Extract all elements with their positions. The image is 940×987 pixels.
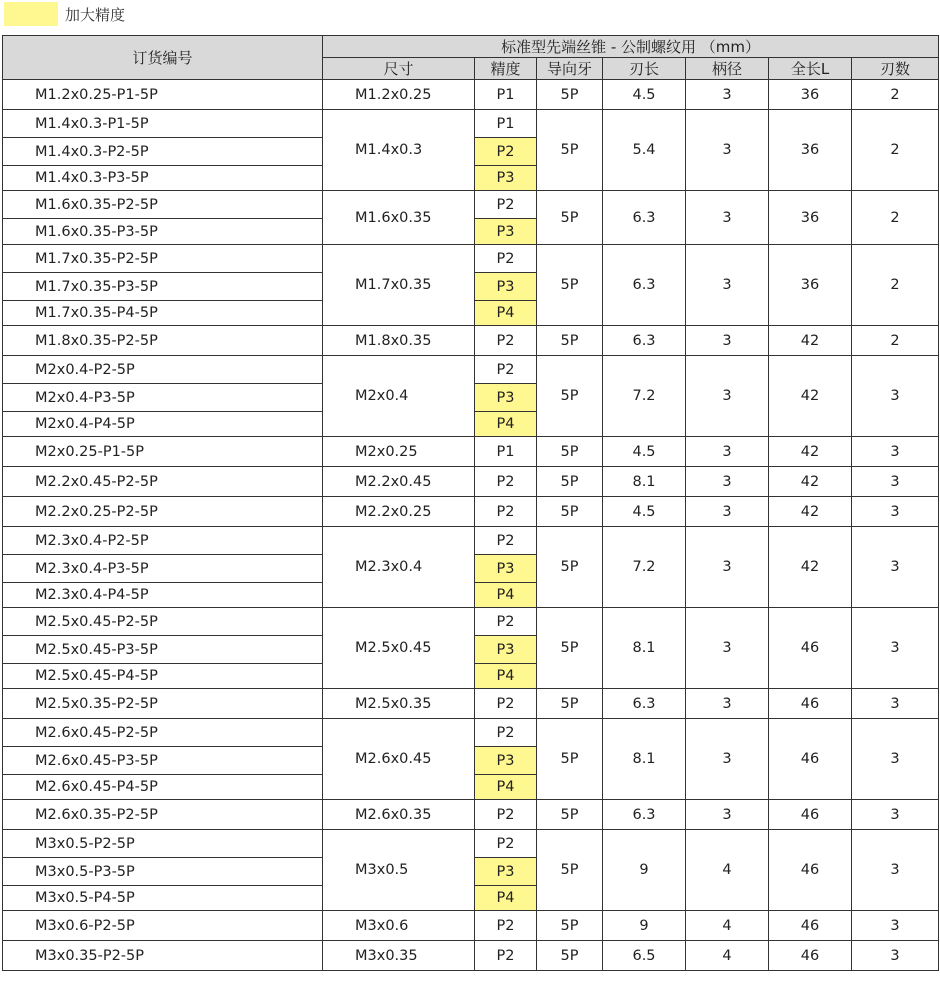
chamfer-cell: 5P — [537, 689, 603, 719]
total-length-cell: 36 — [769, 110, 852, 191]
chamfer-cell: 5P — [537, 467, 603, 497]
table-row — [3, 941, 939, 971]
precision-cell: P2 — [475, 830, 537, 858]
shank-diameter-cell: 3 — [686, 326, 769, 356]
size-cell: M1.2x0.25 — [323, 80, 475, 110]
shank-diameter-cell: 3 — [686, 245, 769, 326]
total-length-cell: 46 — [769, 911, 852, 941]
precision-cell: P3 — [475, 384, 537, 412]
order-number-cell: M1.2x0.25-P1-5P — [3, 80, 323, 110]
shank-diameter-cell: 3 — [686, 527, 769, 608]
total-length-cell: 36 — [769, 191, 852, 245]
thread-length-cell: 7.2 — [603, 527, 686, 608]
order-number-cell: M2.3x0.4-P3-5P — [3, 555, 323, 583]
total-length-cell: 46 — [769, 830, 852, 911]
size-cell: M3x0.35 — [323, 941, 475, 971]
size-cell: M1.6x0.35 — [323, 191, 475, 245]
table-body — [3, 80, 939, 971]
shank-diameter-cell: 3 — [686, 110, 769, 191]
size-cell: M2.6x0.35 — [323, 800, 475, 830]
thread-length-cell: 9 — [603, 911, 686, 941]
order-number-cell: M3x0.35-P2-5P — [3, 941, 323, 971]
order-number-cell: M2.2x0.45-P2-5P — [3, 467, 323, 497]
header-chamfer: 导向牙 — [537, 58, 603, 80]
chamfer-cell: 5P — [537, 800, 603, 830]
total-length-cell: 36 — [769, 80, 852, 110]
precision-cell: P4 — [475, 412, 537, 437]
order-number-cell: M2x0.25-P1-5P — [3, 437, 323, 467]
thread-length-cell: 6.3 — [603, 689, 686, 719]
chamfer-cell: 5P — [537, 80, 603, 110]
order-number-cell: M1.6x0.35-P3-5P — [3, 219, 323, 245]
size-cell: M2.5x0.35 — [323, 689, 475, 719]
precision-cell: P2 — [475, 191, 537, 219]
order-number-cell: M2x0.4-P4-5P — [3, 412, 323, 437]
flutes-cell: 3 — [852, 467, 939, 497]
order-number-cell: M2.6x0.45-P4-5P — [3, 775, 323, 800]
precision-cell: P3 — [475, 166, 537, 191]
flutes-cell: 3 — [852, 437, 939, 467]
order-number-cell: M1.4x0.3-P2-5P — [3, 138, 323, 166]
chamfer-cell: 5P — [537, 497, 603, 527]
precision-cell: P1 — [475, 80, 537, 110]
precision-cell: P4 — [475, 301, 537, 326]
order-number-cell: M1.7x0.35-P3-5P — [3, 273, 323, 301]
order-number-cell: M3x0.6-P2-5P — [3, 911, 323, 941]
shank-diameter-cell: 3 — [686, 608, 769, 689]
order-number-cell: M2.6x0.35-P2-5P — [3, 800, 323, 830]
size-cell: M2.6x0.45 — [323, 719, 475, 800]
table-row — [3, 719, 939, 747]
table-row — [3, 911, 939, 941]
flutes-cell: 2 — [852, 245, 939, 326]
size-cell: M2.3x0.4 — [323, 527, 475, 608]
shank-diameter-cell: 3 — [686, 356, 769, 437]
precision-cell: P2 — [475, 911, 537, 941]
header-order-no: 订货编号 — [3, 36, 323, 80]
flutes-cell: 3 — [852, 719, 939, 800]
precision-cell: P3 — [475, 219, 537, 245]
precision-cell: P2 — [475, 941, 537, 971]
thread-length-cell: 8.1 — [603, 608, 686, 689]
size-cell: M2.2x0.25 — [323, 497, 475, 527]
flutes-cell: 3 — [852, 356, 939, 437]
precision-cell: P3 — [475, 636, 537, 664]
size-cell: M2.2x0.45 — [323, 467, 475, 497]
thread-length-cell: 9 — [603, 830, 686, 911]
size-cell: M1.7x0.35 — [323, 245, 475, 326]
table-row — [3, 356, 939, 384]
table-row — [3, 326, 939, 356]
thread-length-cell: 6.3 — [603, 326, 686, 356]
chamfer-cell: 5P — [537, 110, 603, 191]
order-number-cell: M2.5x0.45-P2-5P — [3, 608, 323, 636]
size-cell: M2x0.4 — [323, 356, 475, 437]
flutes-cell: 3 — [852, 608, 939, 689]
precision-cell: P2 — [475, 245, 537, 273]
table-row — [3, 110, 939, 138]
total-length-cell: 42 — [769, 467, 852, 497]
order-number-cell: M1.7x0.35-P4-5P — [3, 301, 323, 326]
table-row — [3, 800, 939, 830]
legend-label: 加大精度 — [65, 5, 126, 24]
total-length-cell: 46 — [769, 719, 852, 800]
header-total-length: 全长L — [769, 58, 852, 80]
chamfer-cell: 5P — [537, 356, 603, 437]
shank-diameter-cell: 3 — [686, 80, 769, 110]
precision-cell: P3 — [475, 273, 537, 301]
precision-cell: P2 — [475, 326, 537, 356]
flutes-cell: 3 — [852, 800, 939, 830]
flutes-cell: 3 — [852, 527, 939, 608]
thread-length-cell: 5.4 — [603, 110, 686, 191]
size-cell: M3x0.6 — [323, 911, 475, 941]
order-number-cell: M2x0.4-P2-5P — [3, 356, 323, 384]
shank-diameter-cell: 3 — [686, 467, 769, 497]
table-row — [3, 608, 939, 636]
total-length-cell: 46 — [769, 800, 852, 830]
size-cell: M1.8x0.35 — [323, 326, 475, 356]
shank-diameter-cell: 4 — [686, 941, 769, 971]
chamfer-cell: 5P — [537, 437, 603, 467]
shank-diameter-cell: 3 — [686, 800, 769, 830]
size-cell: M3x0.5 — [323, 830, 475, 911]
total-length-cell: 42 — [769, 356, 852, 437]
order-number-cell: M2.2x0.25-P2-5P — [3, 497, 323, 527]
total-length-cell: 42 — [769, 497, 852, 527]
chamfer-cell: 5P — [537, 527, 603, 608]
flutes-cell: 2 — [852, 80, 939, 110]
chamfer-cell: 5P — [537, 719, 603, 800]
table-row — [3, 437, 939, 467]
table-row — [3, 527, 939, 555]
order-number-cell: M2.3x0.4-P2-5P — [3, 527, 323, 555]
header-group-title: 标准型先端丝锥 - 公制螺纹用 （mm） — [323, 36, 939, 58]
precision-cell: P3 — [475, 858, 537, 886]
size-cell: M1.4x0.3 — [323, 110, 475, 191]
shank-diameter-cell: 3 — [686, 689, 769, 719]
chamfer-cell: 5P — [537, 830, 603, 911]
flutes-cell: 3 — [852, 911, 939, 941]
table-row — [3, 80, 939, 110]
order-number-cell: M2.5x0.35-P2-5P — [3, 689, 323, 719]
legend — [4, 1, 125, 27]
total-length-cell: 42 — [769, 527, 852, 608]
flutes-cell: 2 — [852, 191, 939, 245]
precision-cell: P3 — [475, 747, 537, 775]
flutes-cell: 3 — [852, 830, 939, 911]
order-number-cell: M1.7x0.35-P2-5P — [3, 245, 323, 273]
chamfer-cell: 5P — [537, 941, 603, 971]
precision-cell: P4 — [475, 664, 537, 689]
precision-cell: P4 — [475, 775, 537, 800]
thread-length-cell: 6.3 — [603, 191, 686, 245]
precision-cell: P2 — [475, 527, 537, 555]
shank-diameter-cell: 4 — [686, 830, 769, 911]
header-size: 尺寸 — [323, 58, 475, 80]
order-number-cell: M2x0.4-P3-5P — [3, 384, 323, 412]
header-precision: 精度 — [475, 58, 537, 80]
precision-cell: P4 — [475, 886, 537, 911]
flutes-cell: 2 — [852, 326, 939, 356]
table-row — [3, 245, 939, 273]
total-length-cell: 46 — [769, 608, 852, 689]
chamfer-cell: 5P — [537, 326, 603, 356]
chamfer-cell: 5P — [537, 245, 603, 326]
chamfer-cell: 5P — [537, 911, 603, 941]
total-length-cell: 42 — [769, 326, 852, 356]
thread-length-cell: 6.3 — [603, 245, 686, 326]
shank-diameter-cell: 3 — [686, 719, 769, 800]
order-number-cell: M1.4x0.3-P1-5P — [3, 110, 323, 138]
order-number-cell: M2.6x0.45-P3-5P — [3, 747, 323, 775]
precision-cell: P2 — [475, 138, 537, 166]
total-length-cell: 46 — [769, 689, 852, 719]
thread-length-cell: 4.5 — [603, 80, 686, 110]
precision-cell: P2 — [475, 356, 537, 384]
order-number-cell: M1.8x0.35-P2-5P — [3, 326, 323, 356]
thread-length-cell: 7.2 — [603, 356, 686, 437]
shank-diameter-cell: 3 — [686, 437, 769, 467]
flutes-cell: 2 — [852, 110, 939, 191]
thread-length-cell: 8.1 — [603, 467, 686, 497]
header-shank-diameter: 柄径 — [686, 58, 769, 80]
order-number-cell: M3x0.5-P3-5P — [3, 858, 323, 886]
order-number-cell: M3x0.5-P4-5P — [3, 886, 323, 911]
total-length-cell: 42 — [769, 437, 852, 467]
precision-cell: P2 — [475, 689, 537, 719]
precision-cell: P2 — [475, 497, 537, 527]
order-number-cell: M1.4x0.3-P3-5P — [3, 166, 323, 191]
table-row — [3, 467, 939, 497]
order-number-cell: M2.5x0.45-P4-5P — [3, 664, 323, 689]
precision-cell: P2 — [475, 719, 537, 747]
thread-length-cell: 4.5 — [603, 437, 686, 467]
table-row — [3, 830, 939, 858]
thread-length-cell: 6.5 — [603, 941, 686, 971]
precision-cell: P4 — [475, 583, 537, 608]
shank-diameter-cell: 4 — [686, 911, 769, 941]
order-number-cell: M2.3x0.4-P4-5P — [3, 583, 323, 608]
flutes-cell: 3 — [852, 689, 939, 719]
total-length-cell: 46 — [769, 941, 852, 971]
table-row — [3, 689, 939, 719]
order-number-cell: M2.6x0.45-P2-5P — [3, 719, 323, 747]
flutes-cell: 3 — [852, 941, 939, 971]
flutes-cell: 3 — [852, 497, 939, 527]
table-row — [3, 497, 939, 527]
precision-cell: P2 — [475, 608, 537, 636]
legend-swatch — [4, 2, 58, 26]
table-row — [3, 191, 939, 219]
shank-diameter-cell: 3 — [686, 497, 769, 527]
size-cell: M2.5x0.45 — [323, 608, 475, 689]
thread-length-cell: 8.1 — [603, 719, 686, 800]
precision-cell: P2 — [475, 467, 537, 497]
thread-length-cell: 6.3 — [603, 800, 686, 830]
chamfer-cell: 5P — [537, 608, 603, 689]
chamfer-cell: 5P — [537, 191, 603, 245]
precision-cell: P1 — [475, 110, 537, 138]
total-length-cell: 36 — [769, 245, 852, 326]
spec-table — [2, 35, 939, 971]
header-flutes: 刃数 — [852, 58, 939, 80]
order-number-cell: M1.6x0.35-P2-5P — [3, 191, 323, 219]
shank-diameter-cell: 3 — [686, 191, 769, 245]
order-number-cell: M2.5x0.45-P3-5P — [3, 636, 323, 664]
size-cell: M2x0.25 — [323, 437, 475, 467]
precision-cell: P1 — [475, 437, 537, 467]
thread-length-cell: 4.5 — [603, 497, 686, 527]
header-thread-length: 刃长 — [603, 58, 686, 80]
order-number-cell: M3x0.5-P2-5P — [3, 830, 323, 858]
precision-cell: P3 — [475, 555, 537, 583]
precision-cell: P2 — [475, 800, 537, 830]
